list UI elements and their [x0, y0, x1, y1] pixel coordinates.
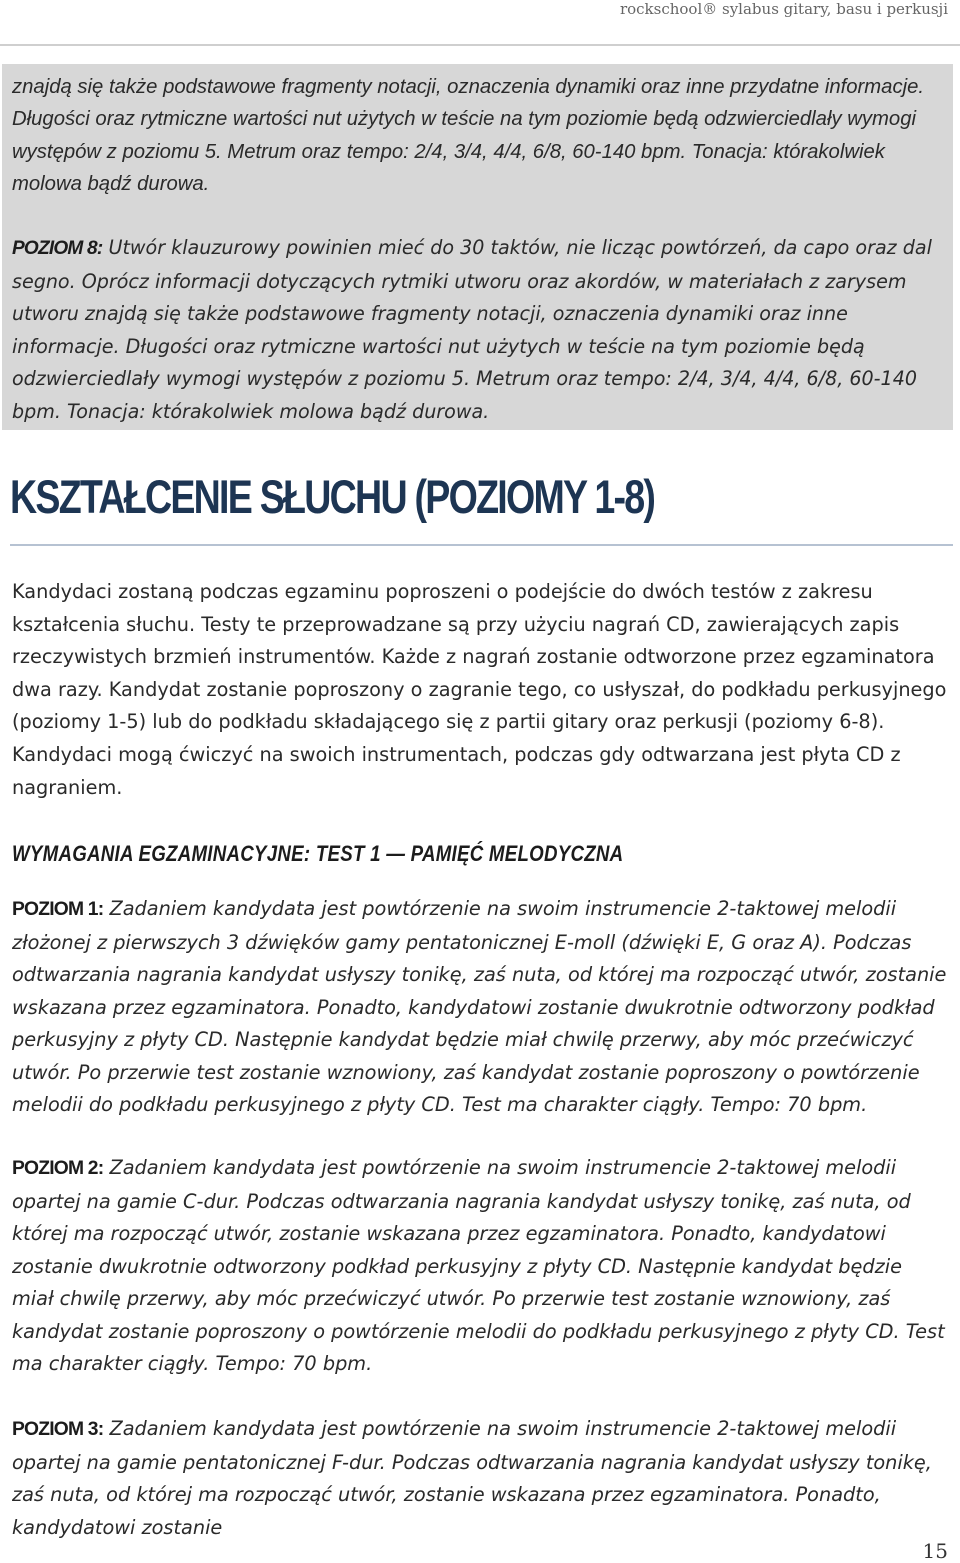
page-number: 15	[922, 1539, 948, 1563]
level-1-text: Zadaniem kandydata jest powtórzenie na swoim instrumencie 2-taktowej melodii złożonej z pierwszych 3 dźwięków gamy pentatonicznej E-moll (dźwięki E, G oraz A). Podczas odtwarzania nagrania kandydat usłyszy tonikę, zaś nuta, od której ma rozpocząć utwór, zostanie wskazana przez egzaminatora. Ponadto, kandydatowi zostanie dwukrotnie odtworzony podkład perkusyjny z płyty CD. Następnie kandydat będzie miał chwilę przerwy, aby móc przećwiczyć utwór. Po przerwie test zostanie wznowiony, zaś kandydat zostanie poproszony o powtórzenie melodii do podkładu perkusyjnego z płyty CD. Test ma charakter ciągły. Tempo: 70 bpm.	[12, 897, 947, 1116]
section-heading: KSZTAŁCENIE SŁUCHU (POZIOMY 1-8)	[10, 470, 655, 523]
level-3-label: POZIOM 3:	[12, 1419, 104, 1440]
level-2-label: POZIOM 2:	[12, 1158, 104, 1179]
level-3-paragraph	[12, 1413, 947, 1544]
section-divider	[10, 544, 953, 546]
box-continuation-text: znajdą się także podstawowe fragmenty notacji, oznaczenia dynamiki oraz inne przydatne informacje. Długości oraz rytmiczne wartości nut użytych w teście na tym poziomie będą odzwierciedlały wymogi występów z poziomu 5. Metrum oraz tempo: 2/4, 3/4, 4/4, 6/8, 60-140 bpm. Tonacja: którakolwiek molowa bądź durowa.	[12, 76, 925, 196]
running-header: rockschool® sylabus gitary, basu i perkusji	[619, 0, 948, 18]
level-note-box	[2, 64, 953, 430]
section-intro: Kandydaci zostaną podczas egzaminu poproszeni o podejście do dwóch testów z zakresu kształcenia słuchu. Testy te przeprowadzane są przy użyciu nagrań CD, zawierających zapis rzeczywistych brzmień instrumentów. Każde z nagrań zostanie odtworzone przez egzaminatora dwa razy. Kandydat zostanie poproszony o zagranie tego, co usłyszał, do podkładu perkusyjnego (poziomy 1-5) lub do podkładu składającego się z partii gitary oraz perkusji (poziomy 6-8). Kandydaci mogą ćwiczyć na swoich instrumentach, podczas gdy odtwarzana jest płyta CD z nagraniem.	[12, 580, 947, 799]
level-1-paragraph	[12, 893, 947, 1122]
level-2-text: Zadaniem kandydata jest powtórzenie na swoim instrumencie 2-taktowej melodii opartej na gamie C-dur. Podczas odtwarzania nagrania kandydat usłyszy tonikę, zaś nuta, od której ma rozpocząć utwór, zostanie wskazana przez egzaminatora. Ponadto, kandydatowi zostanie dwukrotnie odtworzony podkład perkusyjny z płyty CD. Następnie kandydat będzie miał chwilę przerwy, aby móc przećwiczyć utwór. Po przerwie test zostanie wznowiony, zaś kandydat zostanie poproszony o powtórzenie melodii do podkładu perkusyjnego z płyty CD. Test ma charakter ciągły. Tempo: 70 bpm.	[12, 1156, 945, 1375]
level-2-paragraph	[12, 1152, 947, 1381]
level-1-label: POZIOM 1:	[12, 899, 104, 920]
level-3-text: Zadaniem kandydata jest powtórzenie na swoim instrumencie 2-taktowej melodii opartej na gamie pentatonicznej F-dur. Podczas odtwarzania nagrania kandydat usłyszy tonikę, zaś nuta, od której ma rozpocząć utwór, zostanie wskazana przez egzaminatora. Ponadto, kandydatowi zostanie	[12, 1417, 932, 1539]
level-8-paragraph	[12, 232, 947, 428]
test-1-heading: WYMAGANIA EGZAMINACYJNE: TEST 1 — PAMIĘĆ MELODYCZNA	[12, 841, 624, 866]
level-8-text: Utwór klauzurowy powinien mieć do 30 taktów, nie licząc powtórzeń, da capo oraz dal segno. Oprócz informacji dotyczących rytmiki utworu oraz akordów, w materiałach z zarysem utworu znajdą się także podstawowe fragmenty notacji, oznaczenia dynamiki oraz inne informacje. Długości oraz rytmiczne wartości nut użytych w teście na tym poziomie będą odzwierciedlały wymogi występów z poziomu 5. Metrum oraz tempo: 2/4, 3/4, 4/4, 6/8, 60-140 bpm. Tonacja: którakolwiek molowa bądź durowa.	[12, 236, 932, 423]
level-8-label: POZIOM 8:	[12, 238, 103, 259]
header-divider	[0, 44, 960, 46]
